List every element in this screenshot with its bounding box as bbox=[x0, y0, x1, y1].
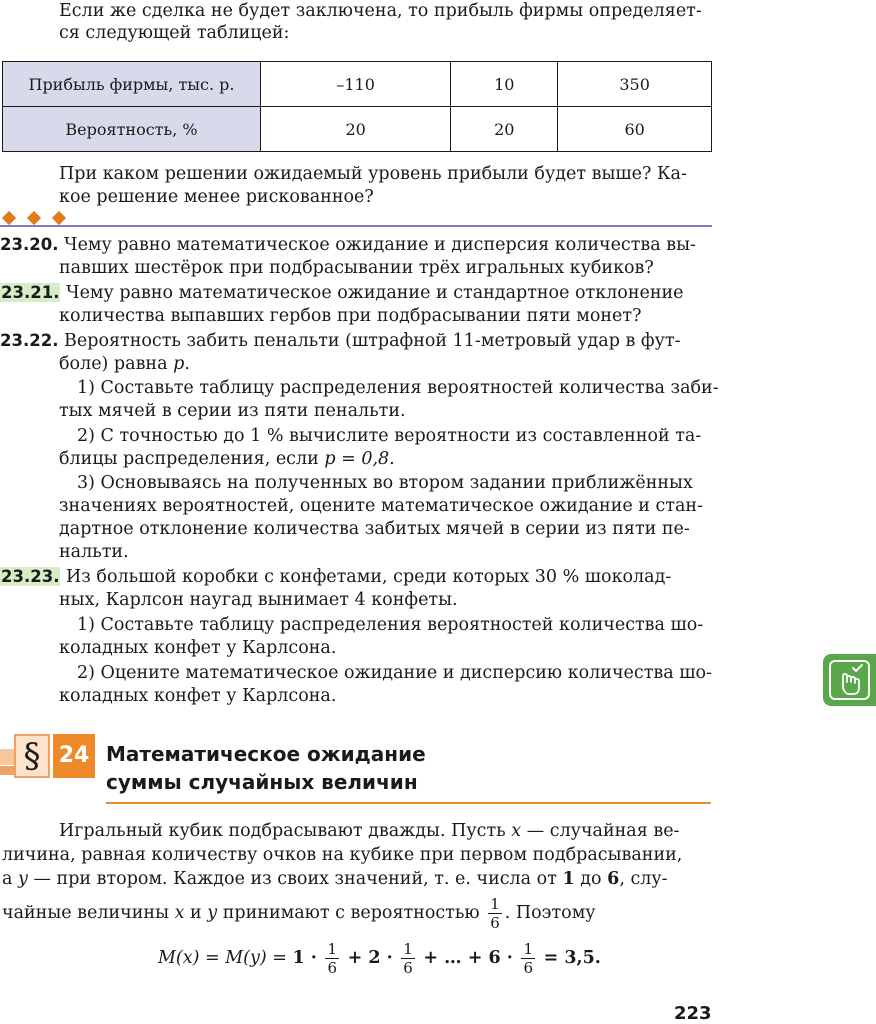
section-title-rule bbox=[106, 802, 711, 804]
row-header: Прибыль фирмы, тыс. р. bbox=[3, 62, 261, 107]
problem-number: 23.22. bbox=[0, 331, 59, 350]
table-cell: 350 bbox=[558, 62, 712, 107]
table-cell: –110 bbox=[261, 62, 451, 107]
problem-23-22 bbox=[0, 330, 681, 352]
difficulty-diamond-icon bbox=[27, 211, 41, 225]
difficulty-diamond-icon bbox=[2, 211, 16, 225]
variable-y: y bbox=[18, 869, 28, 889]
fraction-one-sixth: $\frac{1}{6}$ bbox=[327, 940, 337, 977]
table-cell: 10 bbox=[451, 62, 558, 107]
problem-line: количества выпавших гербов при подбрасывании пяти монет? bbox=[59, 306, 642, 326]
assignment-tab-button[interactable] bbox=[823, 654, 876, 706]
table-cell: 20 bbox=[261, 107, 451, 152]
variable-x: x bbox=[511, 821, 522, 841]
formula-result: = 3,5. bbox=[543, 948, 601, 968]
problem-line: коладных конфет у Карлсона. bbox=[59, 638, 337, 658]
problem-text: Из большой коробки с конфетами, среди которых 30 % шоколад- bbox=[66, 567, 672, 587]
problem-line: значениях вероятностей, оцените математическое ожидание и стан- bbox=[59, 496, 704, 516]
table-row bbox=[3, 107, 712, 152]
question-line-2: кое решение менее рискованное? bbox=[59, 187, 374, 207]
fraction-one-sixth: $\frac{1}{6}$ bbox=[403, 940, 413, 977]
page-number: 223 bbox=[674, 1003, 712, 1024]
hand-check-icon bbox=[829, 660, 870, 700]
problem-line: дартное отклонение количества забитых мячей в серии из пяти пе- bbox=[59, 519, 690, 539]
problem-23-23 bbox=[0, 566, 671, 588]
problem-line: 3) Основываясь на полученных во втором задании приближённых bbox=[77, 473, 693, 493]
problem-number: 23.20. bbox=[0, 235, 59, 254]
section-rule bbox=[0, 225, 712, 227]
body-line-1: Игральный кубик подбрасывают дважды. Пусть x — случайная ве- bbox=[59, 821, 680, 841]
section-title bbox=[106, 740, 426, 796]
p-equation: p = 0,8. bbox=[324, 449, 395, 469]
difficulty-diamond-icon bbox=[52, 211, 66, 225]
expectation-formula: M(x) = M(y) = 1 · $\frac{1}{6}$ + 2 · $\frac{1}{6}$ + … + 6 · $\frac{1}{6}$ = 3,5. bbox=[158, 940, 601, 977]
problem-line: ных, Карлсон наугад вынимает 4 конфеты. bbox=[59, 590, 458, 610]
variable-x: x bbox=[174, 903, 185, 923]
problem-line: тых мячей в серии из пяти пенальти. bbox=[59, 401, 406, 421]
variable-p: p bbox=[173, 354, 185, 374]
problem-line: блицы распределения, если p = 0,8. bbox=[59, 449, 395, 469]
section-title-line-2: суммы случайных величин bbox=[106, 770, 418, 794]
table-cell: 20 bbox=[451, 107, 558, 152]
body-line-4: чайные величины x и y принимают с вероятностью $\frac{1}{6}$ . Поэтому bbox=[2, 895, 596, 932]
body-line-2: личина, равная количеству очков на кубике при первом подбрасывании, bbox=[2, 845, 683, 865]
question-line-1: При каком решении ожидаемый уровень прибыли будет выше? Ка- bbox=[59, 164, 687, 184]
table-row bbox=[3, 62, 712, 107]
section-title-line-1: Математическое ожидание bbox=[106, 742, 426, 766]
hand-check-icon-glyph bbox=[831, 662, 868, 698]
problem-line: павших шестёрок при подбрасывании трёх игральных кубиков? bbox=[59, 258, 654, 278]
problem-number: 23.21. bbox=[1, 283, 60, 302]
row-header: Вероятность, % bbox=[3, 107, 261, 152]
problem-line: 1) Составьте таблицу распределения вероятностей количества заби- bbox=[77, 378, 719, 398]
problem-line: 2) Оцените математическое ожидание и дисперсию количества шо- bbox=[77, 663, 712, 683]
problem-line: коладных конфет у Карлсона. bbox=[59, 686, 337, 706]
problem-line: 2) С точностью до 1 % вычислите вероятности из составленной та- bbox=[77, 426, 702, 446]
problem-23-21 bbox=[0, 282, 684, 304]
problem-text: Чему равно математическое ожидание и дисперсия количества вы- bbox=[64, 235, 696, 255]
problem-line: нальти. bbox=[59, 542, 129, 562]
intro-line-2: ся следующей таблицей: bbox=[59, 23, 290, 43]
problem-23-20 bbox=[0, 234, 696, 256]
section-number: 24 bbox=[53, 734, 95, 778]
formula-lhs: M(x) = M(y) = bbox=[158, 948, 287, 968]
section-symbol: § bbox=[14, 734, 50, 778]
problem-text: Вероятность забить пенальти (штрафной 11-метровый удар в фут- bbox=[64, 331, 681, 351]
table-cell: 60 bbox=[558, 107, 712, 152]
problem-line: 1) Составьте таблицу распределения вероятностей количества шо- bbox=[77, 615, 704, 635]
fraction-one-sixth: $\frac{1}{6}$ bbox=[490, 895, 500, 932]
problem-number: 23.23. bbox=[1, 567, 60, 586]
intro-line-1: Если же сделка не будет заключена, то прибыль фирмы определяет- bbox=[59, 1, 702, 21]
body-line-3: а y — при втором. Каждое из своих значений, т. е. числа от 1 до 6, слу- bbox=[2, 869, 668, 889]
problem-line: боле) равна p. bbox=[59, 354, 190, 374]
variable-y: y bbox=[207, 903, 218, 923]
problem-text: Чему равно математическое ожидание и стандартное отклонение bbox=[66, 283, 684, 303]
profit-table bbox=[2, 61, 712, 152]
fraction-one-sixth: $\frac{1}{6}$ bbox=[523, 940, 533, 977]
